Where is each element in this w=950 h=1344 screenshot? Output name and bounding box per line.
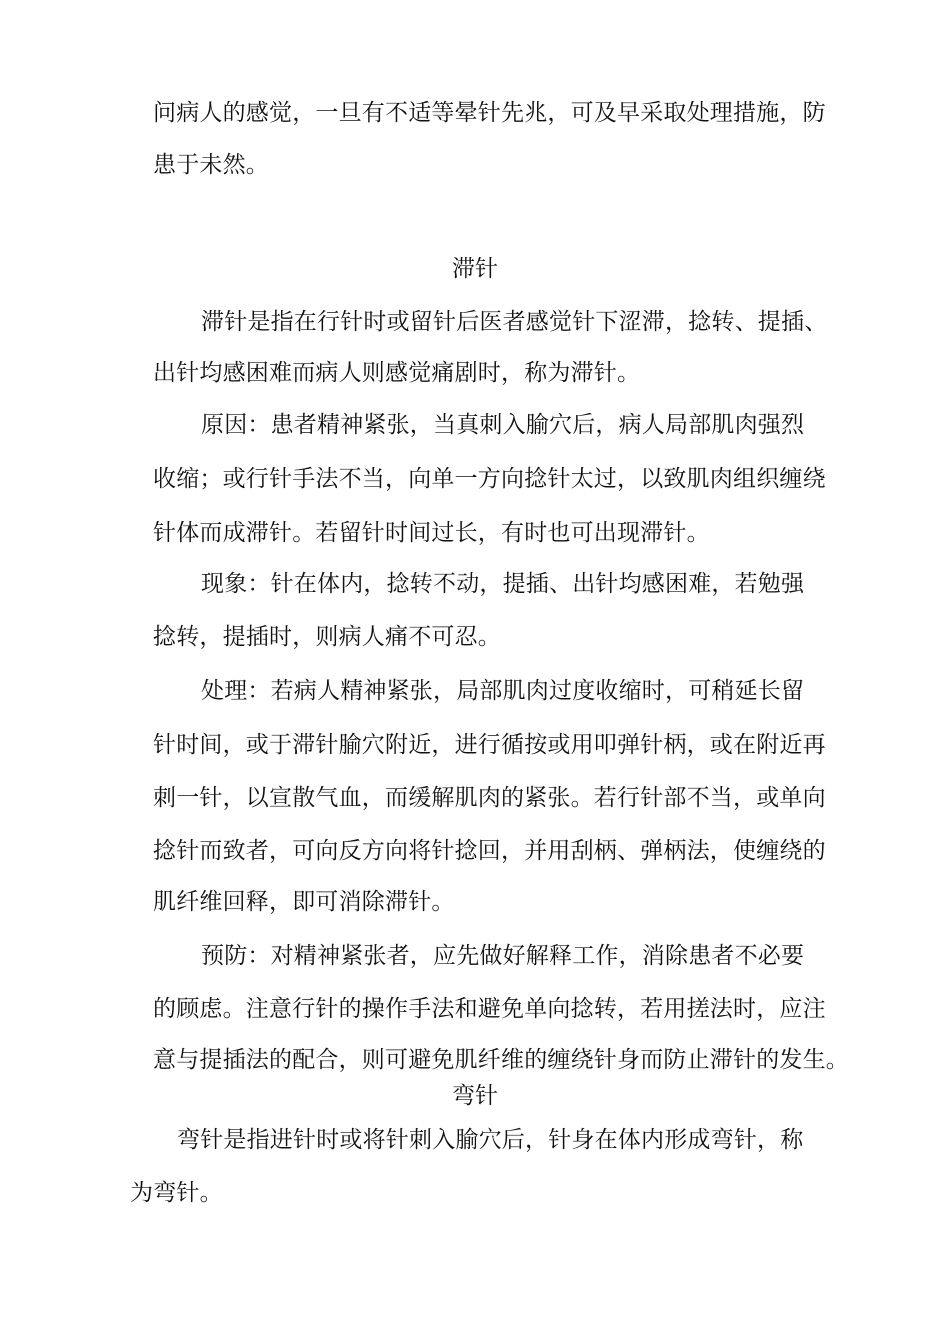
paragraph-line: 预防：对精神紧张者，应先做好解释工作，消除患者不必要 (201, 943, 805, 969)
paragraph-line: 捻针而致者，可向反方向将针捻回，并用刮柄、弹柄法，使缠绕的 (153, 838, 826, 864)
paragraph-line: 为弯针。 (130, 1180, 223, 1206)
paragraph-line: 现象：针在体内，捻转不动，提插、出针均感困难，若勉强 (201, 571, 805, 597)
section-heading-wanzhen: 弯针 (452, 1083, 498, 1109)
paragraph-line: 收缩；或行针手法不当，向单一方向捻针太过，以致肌肉组织缠绕 (153, 466, 826, 492)
paragraph-line: 意与提插法的配合，则可避免肌纤维的缠绕针身而防止滞针的发生。 (153, 1047, 849, 1073)
paragraph-line: 针时间，或于滞针腧穴附近，进行循按或用叩弹针柄，或在附近再 (153, 732, 826, 758)
paragraph-line: 的顾虑。注意行针的操作手法和避免单向捻转，若用搓法时，应注 (153, 996, 826, 1022)
paragraph-line: 肌纤维回释，即可消除滞针。 (153, 889, 455, 915)
paragraph-line: 处理：若病人精神紧张，局部肌肉过度收缩时，可稍延长留 (201, 678, 805, 704)
paragraph-line: 针体而成滞针。若留针时间过长，有时也可出现滞针。 (153, 520, 710, 546)
paragraph-line: 出针均感困难而病人则感觉痛剧时，称为滞针。 (153, 360, 641, 386)
paragraph-line: 患于未然。 (153, 152, 269, 178)
paragraph-line: 刺一针，以宣散气血，而缓解肌肉的紧张。若行针部不当，或单向 (153, 785, 826, 811)
paragraph-line: 捻转，提插时，则病人痛不可忍。 (153, 624, 501, 650)
paragraph-line: 原因：患者精神紧张，当真刺入腧穴后，病人局部肌肉强烈 (201, 412, 805, 438)
paragraph-line: 弯针是指进针时或将针刺入腧穴后，针身在体内形成弯针，称 (177, 1127, 804, 1153)
paragraph-line: 问病人的感觉，一旦有不适等晕针先兆，可及早采取处理措施，防 (153, 100, 826, 126)
section-heading-zhizhen: 滞针 (452, 256, 498, 282)
paragraph-line: 滞针是指在行针时或留针后医者感觉针下涩滞，捻转、提插、 (201, 309, 828, 335)
